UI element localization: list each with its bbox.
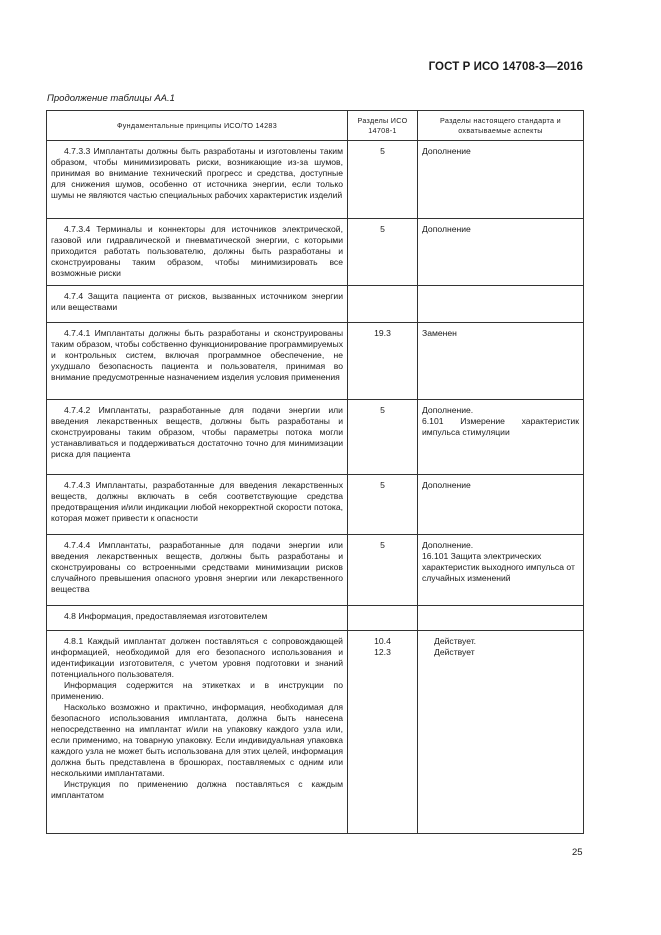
table-row [47, 400, 584, 475]
aspect-cell [418, 286, 584, 323]
principle-text: 4.7.4.1 Имплантаты должны быть разработаны и сконструированы таким образом, чтобы собственно функционирование программируемых и контрольных систем, включая программное обеспечение, не ухудшало безопасность пациента и пользователя, принимая во внимание предусмотренные назначением изделия условия применения [51, 328, 343, 382]
aspect-line: Действует. [434, 636, 477, 646]
aspect-cell [418, 323, 584, 400]
iso-section-cell [348, 631, 418, 834]
aspect-cell [418, 606, 584, 631]
principle-paragraph: Информация содержится на этикетках и в инструкции по применению. [51, 680, 343, 701]
principles-table [46, 110, 584, 834]
aspect-cell [418, 475, 584, 535]
aspect-cell [418, 219, 584, 286]
iso-section-cell: 5 [348, 141, 418, 219]
iso-section-cell: 5 [348, 219, 418, 286]
principle-cell [47, 141, 348, 219]
column-header-principles: Фундаментальные принципы ИСО/ТО 14283 [47, 111, 348, 141]
iso-section-value: 10.4 [374, 636, 391, 646]
principle-text: 4.7.3.4 Терминалы и коннекторы для источников электрической, газовой или гидравлической и пневматической энергии, с которыми приходится работать пользователю, должны быть разработаны и сконструированы таким образом, чтобы минимизировать все возможные риски [51, 224, 343, 278]
table-continuation-label: Продолжение таблицы АА.1 [47, 93, 175, 104]
principle-paragraph: 4.8.1 Каждый имплантат должен поставляться с сопровождающей информацией, необходимой для его безопасного использования и идентификации изготовителя, с учетом уровня подготовки и знаний потенциального пользователя. [51, 636, 343, 679]
principle-cell [47, 475, 348, 535]
principle-cell [47, 286, 348, 323]
principle-cell [47, 400, 348, 475]
principle-cell [47, 323, 348, 400]
column-header-standard-sections: Разделы настоящего стандарта и охватываемые аспекты [418, 111, 584, 141]
principle-text: 4.7.4.2 Имплантаты, разработанные для подачи энергии или введения лекарственных веществ, должны быть разработаны и сконструированы таким образом, чтобы параметры потока могли устанавливаться и поддерживаться достаточно точно для минимизации риска для пациента [51, 405, 343, 459]
table-row [47, 606, 584, 631]
table-row [47, 535, 584, 606]
aspect-cell [418, 631, 584, 834]
aspect-line: Заменен [422, 328, 457, 338]
aspect-cell [418, 141, 584, 219]
principle-text: 4.7.4.4 Имплантаты, разработанные для подачи энергии или введения лекарственных веществ, должны быть разработаны и сконструированы со встроенными средствами минимизации рисков случайного превышения опасного уровня энергии или лекарственного вещества [51, 540, 343, 594]
principle-paragraph: Насколько возможно и практично, информация, необходимая для безопасного использования имплантата, должна быть нанесена непосредственно на имплантат и/или на упаковку каждого узла или, если применимо, на товарную упаковку. Если индивидуальная упаковка каждого узла не может быть использована для этих целей, информация должна быть представлена в брошюрах, поставляемых с одним или несколькими имплантатами. [51, 702, 343, 778]
table-row [47, 286, 584, 323]
principle-cell [47, 606, 348, 631]
aspect-line: Дополнение [422, 224, 471, 234]
iso-section-cell: 5 [348, 475, 418, 535]
iso-section-cell: 5 [348, 400, 418, 475]
principle-cell [47, 535, 348, 606]
column-header-iso-sections: Разделы ИСО 14708-1 [348, 111, 418, 141]
table-row [47, 219, 584, 286]
aspect-line: 16.101 Защита электрических характеристик выходного импульса от случайных изменений [422, 551, 575, 583]
principle-text: 4.7.4.3 Имплантаты, разработанные для введения лекарственных веществ, должны включать в себя соответствующие средства предотвращения и/или индикации любой некорректной скорости потока, которая может привести к опасности [51, 480, 343, 523]
aspect-cell [418, 535, 584, 606]
principle-cell [47, 219, 348, 286]
table-row [47, 141, 584, 219]
document-code: ГОСТ Р ИСО 14708-3—2016 [428, 61, 583, 73]
principle-text: 4.7.4 Защита пациента от рисков, вызванных источником энергии или веществами [51, 291, 343, 312]
aspect-line: Дополнение [422, 480, 471, 490]
aspect-line: 6.101 Измерение характеристик импульса стимуляции [422, 416, 579, 437]
aspect-line: Дополнение. [422, 405, 474, 415]
table-header-row [47, 111, 584, 141]
iso-section-cell: 5 [348, 535, 418, 606]
page-number: 25 [572, 847, 583, 858]
aspect-line: Дополнение. [422, 540, 474, 550]
iso-section-cell [348, 286, 418, 323]
table-row [47, 631, 584, 834]
principle-cell [47, 631, 348, 834]
principle-text: 4.7.3.3 Имплантаты должны быть разработаны и изготовлены таким образом, чтобы минимизировать риски, возникающие из-за шумов, принимая во внимание технический прогресс и средства, доступные для снижения шумов, особенно от источника энергии, если только шумы не являются частью специальных рабочих характеристик изделий [51, 146, 343, 200]
table-row [47, 475, 584, 535]
iso-section-value: 12.3 [374, 647, 391, 657]
aspect-line: Действует [434, 647, 475, 657]
aspect-line: Дополнение [422, 146, 471, 156]
table-row [47, 323, 584, 400]
iso-section-cell: 19.3 [348, 323, 418, 400]
aspect-cell [418, 400, 584, 475]
principle-text: 4.8 Информация, предоставляемая изготовителем [64, 611, 268, 621]
iso-section-cell [348, 606, 418, 631]
principle-paragraph: Инструкция по применению должна поставляться с каждым имплантатом [51, 779, 343, 800]
